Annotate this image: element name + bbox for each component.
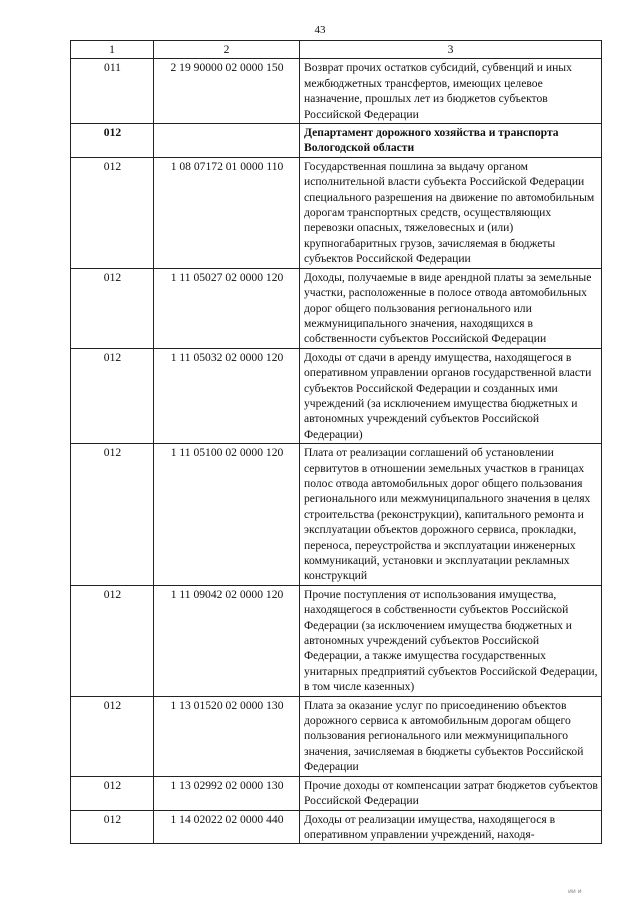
table-row [71, 157, 602, 268]
table-row [71, 348, 602, 443]
description-cell: Доходы от сдачи в аренду имущества, находящегося в оперативном управлении органов государственной власти субъектов Российской Федерации и созданных ими учреждений (за исключением имущества бюджетных и автономных учреждений субъектов Российской Федерации) [300, 348, 602, 443]
description-cell: Прочие поступления от использования имущества, находящегося в собственности субъектов Российской Федерации (за исключением имущества бюджетных и автономных учреждений субъектов Российской Федерации, а также имущества государственных унитарных предприятий субъектов Российской Федерации, в том числе казенных) [300, 585, 602, 696]
revenue-code-cell: 1 11 05027 02 0000 120 [154, 268, 300, 348]
revenue-code-cell: 1 11 05100 02 0000 120 [154, 444, 300, 586]
table-row [71, 268, 602, 348]
description-cell: Государственная пошлина за выдачу органом исполнительной власти субъекта Российской Федерации специального разрешения на движение по автомобильным дорогам транспортных средств, осуществляющих перевозки опасных, тяжеловесных и (или) крупногабаритных грузов, зачисляемая в бюджеты субъектов Российской Федерации [300, 157, 602, 268]
description-cell: Прочие доходы от компенсации затрат бюджетов субъектов Российской Федерации [300, 776, 602, 810]
column-header: 1 [71, 41, 154, 59]
table-row [71, 776, 602, 810]
administrator-code-cell: 011 [71, 59, 154, 124]
description-cell: Плата за оказание услуг по присоединению объектов дорожного сервиса к автомобильным дорогам общего пользования регионального или межмуниципального значения, зачисляемая в бюджеты субъектов Российской Федерации [300, 696, 602, 776]
administrator-code-cell: 012 [71, 124, 154, 158]
administrator-code-cell: 012 [71, 157, 154, 268]
table-row [71, 124, 602, 158]
table-row [71, 444, 602, 586]
administrator-code-cell: 012 [71, 444, 154, 586]
table-row [71, 696, 602, 776]
revenue-code-cell: 1 13 02992 02 0000 130 [154, 776, 300, 810]
footer-mark: ии и [568, 888, 582, 895]
table-row [71, 585, 602, 696]
page-number: 43 [314, 24, 326, 36]
administrator-code-cell: 012 [71, 696, 154, 776]
revenue-codes-table [70, 40, 602, 844]
table-row [71, 59, 602, 124]
table-row [71, 810, 602, 844]
description-cell: Доходы от реализации имущества, находящегося в оперативном управлении учреждений, находя- [300, 810, 602, 844]
administrator-code-cell: 012 [71, 348, 154, 443]
table-header-row [71, 41, 602, 59]
administrator-code-cell: 012 [71, 268, 154, 348]
revenue-code-cell: 2 19 90000 02 0000 150 [154, 59, 300, 124]
revenue-code-cell: 1 11 09042 02 0000 120 [154, 585, 300, 696]
column-header: 2 [154, 41, 300, 59]
revenue-code-cell: 1 13 01520 02 0000 130 [154, 696, 300, 776]
table-body [71, 59, 602, 844]
description-cell: Доходы, получаемые в виде арендной платы за земельные участки, расположенные в полосе отвода автомобильных дорог общего пользования регионального или межмуниципального значения, находящихся в собственности субъектов Российской Федерации [300, 268, 602, 348]
administrator-code-cell: 012 [71, 810, 154, 844]
revenue-code-cell: 1 14 02022 02 0000 440 [154, 810, 300, 844]
revenue-code-cell: 1 11 05032 02 0000 120 [154, 348, 300, 443]
administrator-code-cell: 012 [71, 585, 154, 696]
administrator-code-cell: 012 [71, 776, 154, 810]
column-header: 3 [300, 41, 602, 59]
revenue-code-cell [154, 124, 300, 158]
description-cell: Возврат прочих остатков субсидий, субвенций и иных межбюджетных трансфертов, имеющих целевое назначение, прошлых лет из бюджетов субъектов Российской Федерации [300, 59, 602, 124]
revenue-code-cell: 1 08 07172 01 0000 110 [154, 157, 300, 268]
description-cell: Департамент дорожного хозяйства и транспорта Вологодской области [300, 124, 602, 158]
description-cell: Плата от реализации соглашений об установлении сервитутов в отношении земельных участков в границах полос отвода автомобильных дорог общего пользования регионального или межмуниципального значения в целях строительства (реконструкции), капитального ремонта и эксплуатации объектов дорожного сервиса, прокладки, переноса, переустройства и эксплуатации инженерных коммуникаций, установки и эксплуатации рекламных конструкций [300, 444, 602, 586]
